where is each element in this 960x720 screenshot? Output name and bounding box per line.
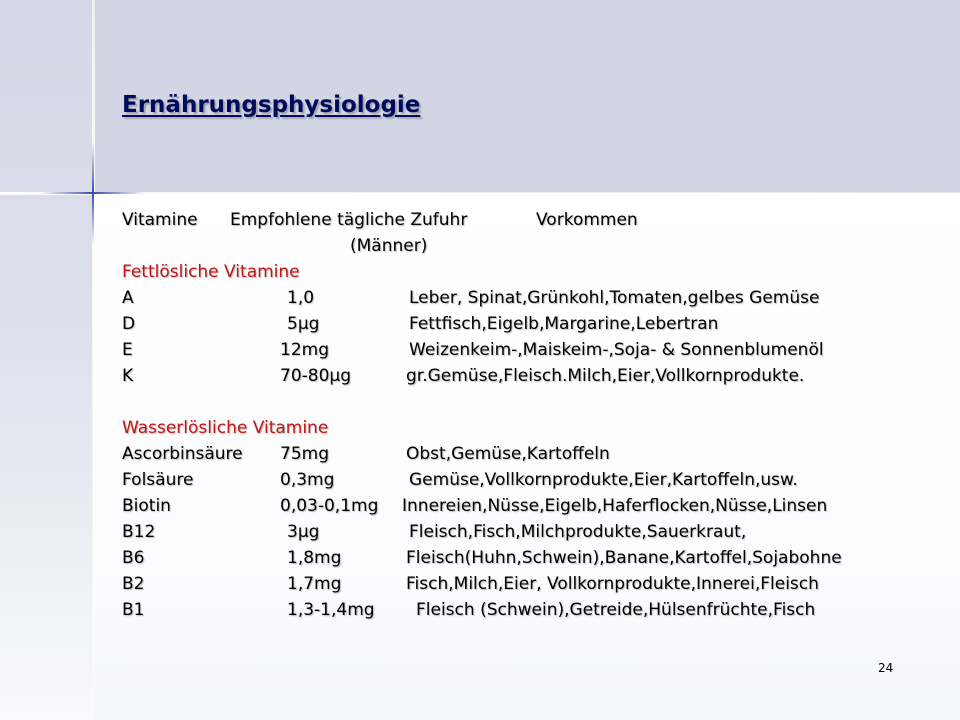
left-band — [0, 0, 93, 720]
vitamin-sources: Fleisch (Schwein),Getreide,Hülsenfrüchte,Fisch — [416, 600, 816, 620]
vitamin-name: Biotin — [122, 496, 171, 516]
page-number: 24 — [878, 661, 894, 675]
vertical-divider — [92, 0, 95, 720]
vitamin-name: Ascorbinsäure — [122, 444, 243, 464]
sparkle-vertical-ray — [92, 141, 94, 245]
vitamin-name: B1 — [122, 600, 145, 620]
vitamin-amount: 5µg — [287, 314, 320, 334]
vitamin-amount: 1,8mg — [287, 548, 342, 568]
vitamin-name: B12 — [122, 522, 156, 542]
vitamin-amount: 3µg — [287, 522, 320, 542]
vitamin-name: E — [122, 340, 133, 360]
section-heading-fettloeslich: Fettlösliche Vitamine — [122, 262, 300, 282]
vitamin-sources: Fisch,Milch,Eier, Vollkornprodukte,Innerei,Fleisch — [406, 574, 819, 594]
vitamin-name: A — [122, 288, 134, 308]
vitamin-name: B2 — [122, 574, 145, 594]
vitamin-name: Folsäure — [122, 470, 194, 490]
vitamin-amount: 0,3mg — [280, 470, 335, 490]
vitamin-sources: Fettfisch,Eigelb,Margarine,Lebertran — [409, 314, 719, 334]
vitamin-amount: 12mg — [280, 340, 329, 360]
slide-title: Ernährungsphysiologie — [122, 92, 421, 118]
vitamin-name: K — [122, 366, 134, 386]
header-vitamine: Vitamine — [122, 210, 198, 230]
vitamin-amount: 1,7mg — [287, 574, 342, 594]
vitamin-amount: 1,3-1,4mg — [287, 600, 375, 620]
vitamin-amount: 0,03-0,1mg — [280, 496, 379, 516]
section-heading-wasserloeslich: Wasserlösliche Vitamine — [122, 418, 329, 438]
vitamin-amount: 75mg — [280, 444, 329, 464]
vitamin-sources: Innereien,Nüsse,Eigelb,Haferflocken,Nüsse,Linsen — [402, 496, 828, 516]
vitamin-name: D — [122, 314, 136, 334]
vitamin-amount: 70-80µg — [280, 366, 352, 386]
vitamin-sources: Fleisch,Fisch,Milchprodukte,Sauerkraut, — [409, 522, 747, 542]
header-vorkommen: Vorkommen — [536, 210, 638, 230]
vitamin-sources: Obst,Gemüse,Kartoffeln — [406, 444, 610, 464]
vitamin-sources: gr.Gemüse,Fleisch.Milch,Eier,Vollkornprodukte. — [406, 366, 805, 386]
vitamin-sources: Gemüse,Vollkornprodukte,Eier,Kartoffeln,usw. — [409, 470, 798, 490]
vitamin-sources: Weizenkeim-,Maiskeim-,Soja- & Sonnenblumenöl — [409, 340, 824, 360]
header-zufuhr: Empfohlene tägliche Zufuhr — [230, 210, 468, 230]
vitamin-sources: Fleisch(Huhn,Schwein),Banane,Kartoffel,Sojabohne — [406, 548, 842, 568]
header-maenner: (Männer) — [350, 236, 428, 256]
vitamin-sources: Leber, Spinat,Grünkohl,Tomaten,gelbes Gemüse — [409, 288, 820, 308]
vitamin-name: B6 — [122, 548, 145, 568]
vitamin-amount: 1,0 — [287, 288, 315, 308]
